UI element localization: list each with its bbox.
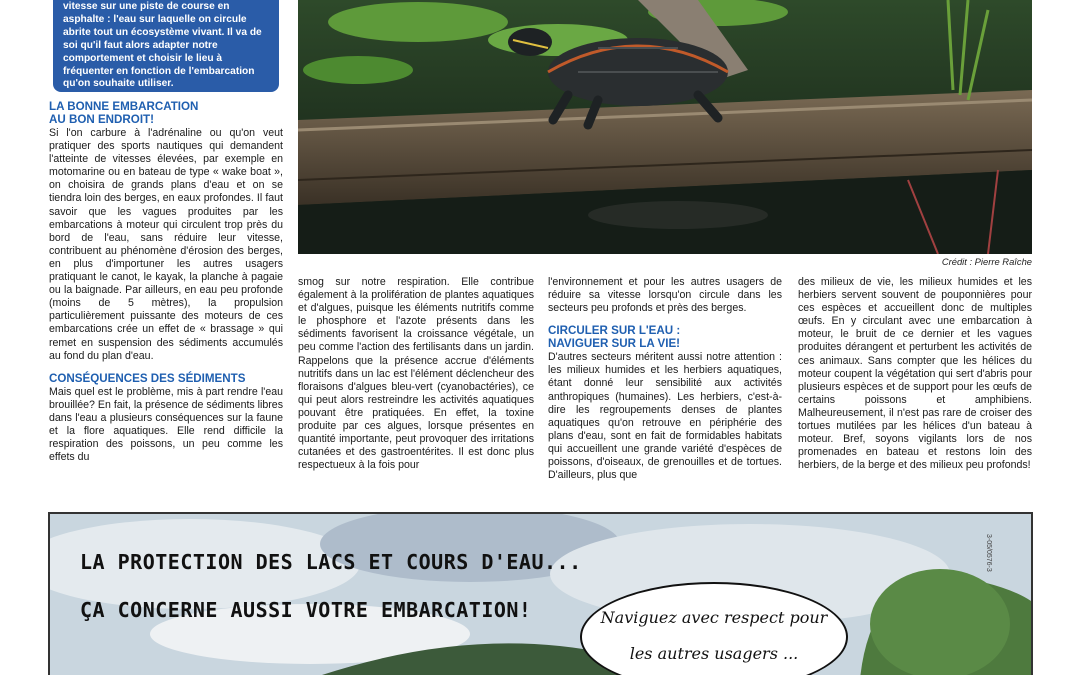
speech-bubble-text-1: Naviguez avec respect pour bbox=[600, 608, 828, 627]
ad-landscape-illustration bbox=[50, 514, 1033, 675]
paragraph-sediments-1: Mais quel est le problème, mis à part rendre l'eau brouillée? En fait, la présence de sédiments libres dans l'eau a plusieurs conséquences sur la faune et la flore aquatiques. Elle rend difficile la respiration des poissons, un peu comme les effets du bbox=[49, 385, 283, 464]
turtle-photo-illustration bbox=[298, 0, 1032, 254]
intro-callout-box bbox=[53, 0, 279, 92]
article-column-3 bbox=[548, 276, 782, 482]
article-column-2 bbox=[298, 276, 534, 472]
section-heading-circuler bbox=[548, 324, 782, 350]
paragraph-sediments-2: smog sur notre respiration. Elle contribue également à la prolifération de plantes aquatiques et d'algues, puisque les éléments nutritifs comme le phosphore et l'azote présents dans les sédiments favorisent la croissance végétale, un peu comme l'action des fertilisants dans un jardin. Rappelons que la présence accrue d'éléments nutritifs dans un lac est l'élément déclencheur des floraisons d'algues bleu-vert (cyanobactéries), ce qui peut alors restreindre les activités aquatiques pouvant être pratiquées. En effet, la toxine produite par ces algues, lorsque présentes en quantité importante, peut provoquer des irritations cutanées et des gastroentérites. Il est donc plus respectueux à la fois pour bbox=[298, 276, 534, 472]
paragraph-sediments-3: l'environnement et pour les autres usagers de réduire sa vitesse lorsqu'on circule dans les secteurs peu profonds et près des berges. bbox=[548, 276, 782, 315]
section-heading-sediments: CONSÉQUENCES DES SÉDIMENTS bbox=[49, 371, 246, 385]
paragraph-circuler-1: D'autres secteurs méritent aussi notre attention : les milieux humides et les herbiers aquatiques, étant donné leur sensibilité aux activités anthropiques (humaines). Les herbiers, c'est-à-dire les regroupements denses de plantes aquatiques qu'on retrouve en périphérie des plans d'eau, sont en fait de formidables habitats qui accueillent une grande variété d'espèces de poissons, d'oiseaux, de grenouilles et de tortues. D'ailleurs, plus que bbox=[548, 351, 782, 482]
section-heading-embarcation bbox=[49, 100, 283, 126]
heading-line: LA BONNE EMBARCATION bbox=[49, 100, 199, 113]
heading-line: CIRCULER SUR L'EAU : bbox=[548, 324, 681, 338]
paragraph-embarcation: Si l'on carbure à l'adrénaline ou qu'on veut pratiquer des sports nautiques qui demandent l'atteinte de vitesses élevées, par exemple en motomarine ou en bateau de type « wake boat », on choisira de grands plans d'eau et on se tiendra loin des berges, en eaux profondes. Il faut savoir que les vagues produites par les embarcations à moteur qui circulent trop près du bord de l'eau, sans réduire leur vitesse, contribuent au phénomène d'érosion des berges, en plus d'importuner les autres usagers pratiquant le canot, le kayak, la planche à pagaie ou la baignade. Par ailleurs, en eau peu profonde (moins de 5 mètres), la propulsion particulièrement puissante des moteurs de ces embarcations crée un effet de « brassage » qui remet en suspension des sédiments accumulés au fond du plan d'eau. bbox=[49, 127, 283, 362]
heading-line: AU BON ENDROIT! bbox=[49, 113, 154, 126]
ad-headline-2: ÇA CONCERNE AUSSI VOTRE EMBARCATION! bbox=[80, 598, 532, 622]
photo-credit: Crédit : Pierre Raîche bbox=[941, 256, 1032, 267]
speech-bubble-text-2: les autres usagers ... bbox=[629, 644, 799, 663]
article-column-4 bbox=[798, 276, 1032, 472]
lake-protection-ad bbox=[48, 512, 1033, 675]
ad-headline-1: LA PROTECTION DES LACS ET COURS D'EAU... bbox=[80, 550, 582, 574]
article-column-1 bbox=[49, 100, 283, 464]
turtle-photo bbox=[298, 0, 1032, 254]
heading-line: NAVIGUER SUR LA VIE! bbox=[548, 337, 681, 351]
paragraph-circuler-2: des milieux de vie, les milieux humides et les herbiers servent souvent de pouponnières pour ces espèces et accueillent donc de multiples œufs. En y circulant avec une embarcation à moteur, le bruit de ce dernier et les vagues produites dérangent et perturbent les activités de ces animaux. Sans compter que les hélices du moteur coupent la végétation qui sert d'abris pour plusieurs espèces et de support pour les œufs de certains poissons et amphibiens. Malheureusement, il n'est pas rare de croiser des tortues mutilées par les hélices d'un bateau à moteur. Bref, soyons vigilants lors de nos promenades en bateau et restons loin des herbiers, de la berge et des milieux peu profonds! bbox=[798, 276, 1032, 472]
ad-reference-code: 3-05/0576-3 bbox=[985, 534, 992, 572]
intro-callout-text: vitesse sur une piste de course en asphalte : l'eau sur laquelle on circule abrite tout un écosystème vivant. Il va de soi qu'il faut alors adapter notre comportement et choisir le lieu à fréquenter en fonction de l'embarcation qu'on souhaite utiliser. bbox=[63, 1, 262, 90]
